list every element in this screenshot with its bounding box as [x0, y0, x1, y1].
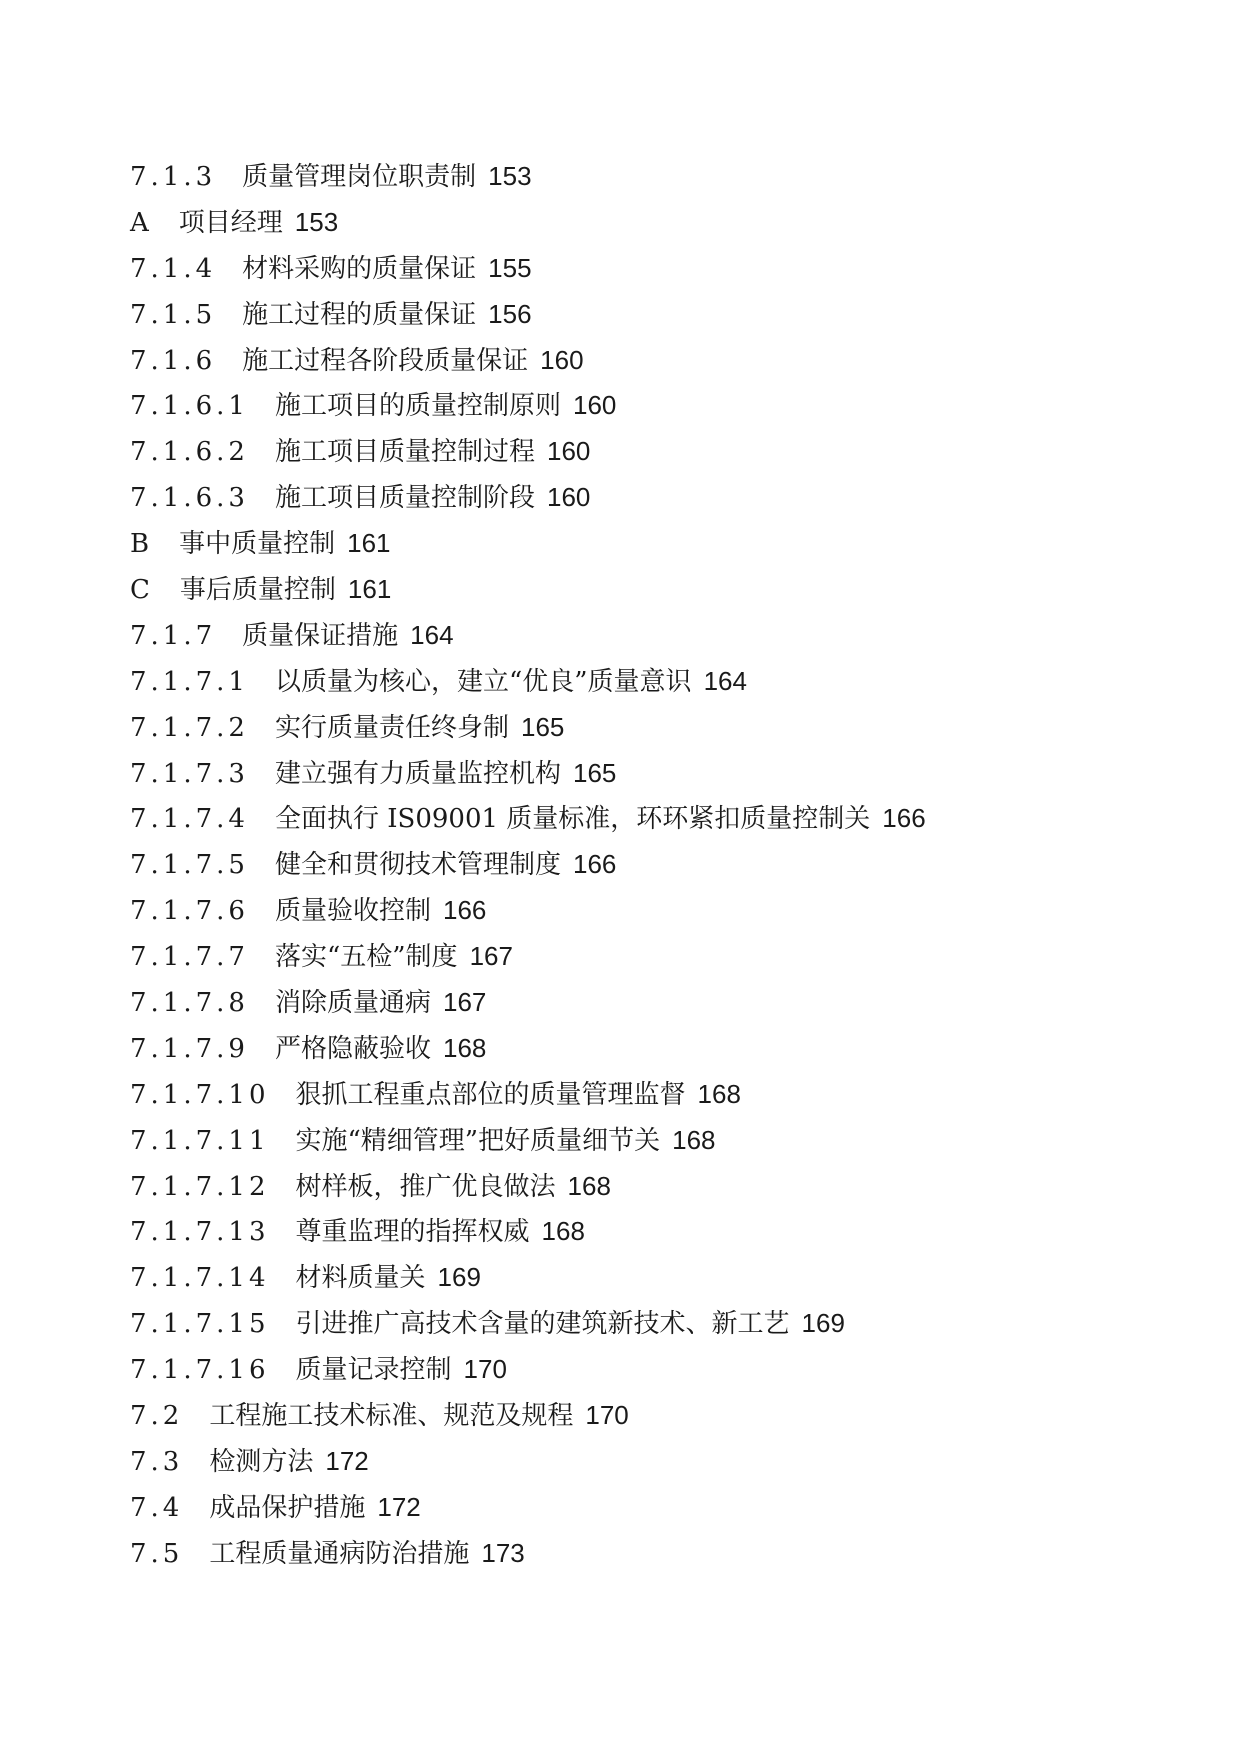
toc-entry-title: 工程质量通病防治措施 — [209, 1538, 470, 1569]
toc-entry-page-number: 160 — [546, 482, 591, 513]
toc-entry-page-number: 167 — [442, 987, 487, 1018]
toc-entry-title: 尊重监理的指挥权威 — [295, 1217, 530, 1248]
toc-entry-page-number: 165 — [520, 711, 565, 742]
toc-entry — [130, 842, 1190, 888]
toc-entry-title: 消除质量通病 — [274, 988, 431, 1019]
toc-entry — [130, 1026, 1190, 1072]
toc-entry-number: A — [130, 207, 153, 238]
toc-entry — [130, 934, 1190, 980]
toc-entry-number: 7.1.7.2 — [130, 712, 249, 743]
toc-entry-page-number: 166 — [442, 895, 487, 926]
toc-entry-title: 落实“五检”制度 — [274, 942, 458, 973]
toc-entry-page-number: 173 — [481, 1537, 525, 1568]
toc-entry-page-number: 160 — [546, 436, 591, 467]
toc-entry-page-number: 168 — [697, 1078, 741, 1109]
toc-entry-page-number: 164 — [703, 665, 747, 696]
toc-entry — [130, 1347, 1190, 1393]
toc-entry — [130, 429, 1190, 475]
toc-entry-title: 成品保护措施 — [209, 1492, 366, 1523]
toc-entry-number: 7.1.7.6 — [130, 896, 249, 927]
toc-entry-number: 7.1.7.9 — [130, 1033, 249, 1064]
toc-entry-number: 7.4 — [130, 1492, 184, 1523]
toc-entry-page-number: 167 — [469, 941, 513, 972]
toc-entry-number: 7.1.7.14 — [130, 1263, 270, 1294]
toc-entry-title: 质量管理岗位职责制 — [242, 162, 477, 192]
toc-entry-title: 建立强有力质量监控机构 — [274, 758, 561, 789]
toc-entry-number: 7.1.7.16 — [130, 1355, 270, 1386]
toc-entry-title: 质量验收控制 — [274, 896, 431, 927]
toc-entry-number: 7.1.7.11 — [130, 1125, 270, 1156]
toc-entry — [130, 154, 1190, 200]
toc-entry-title: 以质量为核心，建立“优良”质量意识 — [274, 666, 692, 697]
toc-entry-title: 全面执行 IS09001 质量标准，环环紧扣质量控制关 — [274, 804, 871, 835]
toc-entry-number: 7.1.6.3 — [130, 483, 249, 514]
toc-entry-page-number: 156 — [488, 298, 532, 329]
toc-entry — [130, 383, 1190, 429]
toc-entry-number: 7.1.7.12 — [130, 1171, 270, 1202]
toc-entry-title: 项目经理 — [178, 207, 283, 238]
toc-entry-number: 7.1.5 — [130, 299, 217, 330]
toc-entry — [130, 1485, 1190, 1531]
toc-entry-title: 质量保证措施 — [242, 620, 399, 651]
toc-entry — [130, 1439, 1190, 1485]
toc-entry — [130, 796, 1190, 842]
toc-entry-page-number: 164 — [410, 619, 454, 650]
toc-entry-page-number: 168 — [567, 1170, 611, 1201]
toc-entry — [130, 475, 1190, 521]
toc-entry-number: C — [130, 575, 154, 606]
toc-entry-title: 施工项目质量控制阶段 — [274, 483, 535, 514]
toc-entry-number: 7.1.7.4 — [130, 804, 249, 835]
toc-entry-number: 7.3 — [130, 1446, 184, 1477]
toc-entry-number: B — [130, 529, 154, 560]
toc-entry — [130, 1118, 1190, 1164]
toc-entry — [130, 200, 1190, 246]
toc-entry-page-number: 168 — [541, 1216, 585, 1247]
toc-entry-page-number: 160 — [540, 344, 584, 375]
toc-entry-number: 7.1.7.10 — [130, 1079, 270, 1110]
toc-entry — [130, 1255, 1190, 1301]
toc-entry — [130, 751, 1190, 797]
toc-entry-title: 质量记录控制 — [295, 1355, 452, 1386]
toc-entry-title: 实行质量责任终身制 — [274, 712, 509, 743]
toc-entry-number: 7.1.7.15 — [130, 1309, 270, 1340]
toc-entry-page-number: 168 — [672, 1124, 716, 1155]
toc-entry-number: 7.1.7.1 — [130, 666, 249, 697]
toc-entry-title: 健全和贯彻技术管理制度 — [274, 850, 561, 881]
toc-entry-title: 施工过程的质量保证 — [242, 299, 477, 330]
toc-entry-title: 检测方法 — [209, 1446, 314, 1477]
toc-entry — [130, 292, 1190, 338]
toc-entry-page-number: 172 — [325, 1445, 369, 1476]
toc-entry-title: 施工项目的质量控制原则 — [274, 391, 561, 422]
toc-entry — [130, 1301, 1190, 1347]
toc-entry-title: 施工项目质量控制过程 — [274, 437, 535, 468]
toc-entry-title: 引进推广高技术含量的建筑新技术、新工艺 — [295, 1309, 790, 1340]
toc-entry-title: 事中质量控制 — [179, 529, 336, 560]
toc-entry — [130, 1393, 1190, 1439]
toc-entry — [130, 888, 1190, 934]
toc-entry — [130, 338, 1190, 384]
toc-entry-number: 7.1.7.3 — [130, 758, 249, 789]
toc-entry-number: 7.1.7 — [130, 620, 217, 651]
toc-entry-number: 7.1.7.13 — [130, 1217, 270, 1248]
toc-entry-page-number: 153 — [294, 206, 339, 237]
toc-entry-page-number: 166 — [572, 849, 617, 880]
toc-entry-title: 工程施工技术标准、规范及规程 — [209, 1401, 574, 1432]
toc-entry-title: 施工过程各阶段质量保证 — [242, 345, 529, 376]
toc-entry-number: 7.1.7.7 — [130, 942, 249, 973]
toc-entry-number: 7.1.7.8 — [130, 988, 249, 1019]
toc-entry-page-number: 166 — [882, 803, 926, 834]
toc-entry-page-number: 161 — [347, 528, 391, 559]
toc-entry-title: 实施“精细管理”把好质量细节关 — [295, 1125, 661, 1156]
toc-entry-page-number: 170 — [463, 1354, 507, 1385]
toc-entry-number: 7.1.6 — [130, 345, 217, 376]
toc-entry-number: 7.1.6.1 — [130, 391, 249, 422]
toc-entry-title: 材料采购的质量保证 — [242, 253, 477, 284]
toc-entry-number: 7.2 — [130, 1401, 184, 1432]
toc-entry — [130, 521, 1190, 567]
toc-entry-page-number: 153 — [488, 161, 532, 191]
toc-entry — [130, 1531, 1190, 1577]
toc-entry-page-number: 165 — [572, 757, 617, 788]
toc-entry-number: 7.1.3 — [130, 162, 217, 192]
toc-entry — [130, 1164, 1190, 1210]
toc-entry — [130, 659, 1190, 705]
toc-entry-page-number: 169 — [437, 1262, 481, 1293]
toc-entry-page-number: 161 — [347, 574, 392, 605]
toc-entry — [130, 613, 1190, 659]
toc-entry-title: 事后质量控制 — [179, 575, 336, 606]
toc-entry-page-number: 170 — [585, 1400, 629, 1431]
toc-entry-number: 7.1.7.5 — [130, 850, 249, 881]
toc-entry-title: 严格隐蔽验收 — [274, 1033, 431, 1064]
toc-entry-title: 狠抓工程重点部位的质量管理监督 — [295, 1079, 686, 1110]
toc-entry-page-number: 172 — [377, 1491, 421, 1522]
toc-entry — [130, 980, 1190, 1026]
table-of-contents — [130, 154, 1190, 1577]
toc-entry — [130, 567, 1190, 613]
toc-entry-title: 材料质量关 — [295, 1263, 426, 1294]
toc-entry-page-number: 160 — [572, 390, 617, 421]
toc-entry-number: 7.1.4 — [130, 253, 217, 284]
toc-entry-number: 7.1.6.2 — [130, 437, 249, 468]
toc-entry — [130, 705, 1190, 751]
toc-entry — [130, 1072, 1190, 1118]
toc-entry-title: 树样板，推广优良做法 — [295, 1171, 556, 1202]
toc-entry — [130, 246, 1190, 292]
toc-entry-number: 7.5 — [130, 1538, 184, 1569]
toc-entry-page-number: 168 — [442, 1032, 487, 1063]
toc-entry-page-number: 155 — [488, 252, 532, 283]
toc-entry — [130, 1209, 1190, 1255]
toc-entry-page-number: 169 — [801, 1308, 845, 1339]
